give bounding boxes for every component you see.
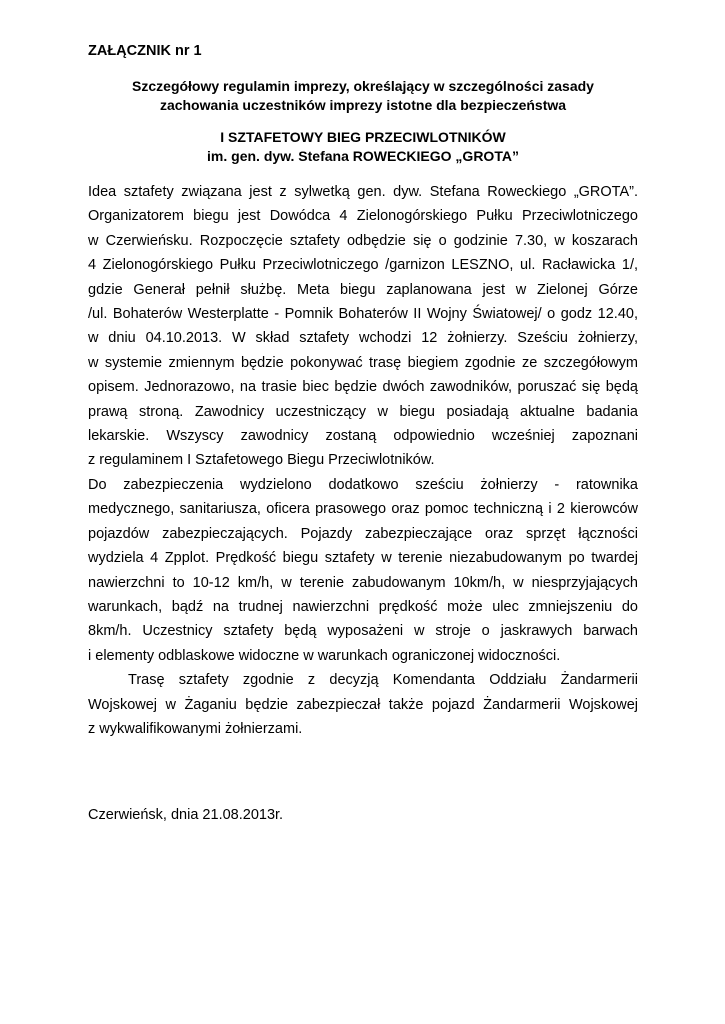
text-line: z wykwalifikowanymi żołnierzami.: [88, 720, 303, 737]
text-line: wydziela 4 Zpplot. Prędkość biegu sztafety w terenie niezabudowanym po twardej: [88, 550, 638, 567]
text-line: 4 Zielonogórskiego Pułku Przeciwlotniczego /garnizon LESZNO, ul. Racławicka 1/,: [88, 257, 638, 274]
regulations-heading-line: zachowania uczestników imprezy istotne dla bezpieczeństwa: [159, 97, 567, 113]
paragraph-military-police: [88, 668, 638, 741]
text-line: /ul. Bohaterów Westerplatte - Pomnik Bohaterów II Wojny Światowej/ o godz 12.40,: [88, 306, 638, 323]
text-line: Organizatorem biegu jest Dowódca 4 Zielonogórskiego Pułku Przeciwlotniczego: [88, 208, 638, 225]
text-line: 8km/h. Uczestnicy sztafety będą wyposażeni w stroje o jaskrawych barwach: [88, 623, 638, 640]
text-line: warunkach, bądź na trudnej nawierzchni prędkość może ulec zmniejszeniu do: [88, 598, 638, 615]
place-and-date: Czerwieńsk, dnia 21.08.2013r.: [88, 807, 284, 823]
text-line: medycznego, sanitariusza, oficera prasowego oraz pomoc techniczną i 2 kierowców: [88, 501, 638, 518]
text-line: pojazdów zabezpieczających. Pojazdy zabezpieczające oraz sprzęt łączności: [88, 525, 638, 542]
text-line: i elementy odblaskowe widoczne w warunkach ograniczonej widoczności.: [88, 647, 561, 664]
regulations-heading: [88, 77, 638, 115]
text-line: Trasę sztafety zgodnie z decyzją Komendanta Oddziału Żandarmerii: [128, 672, 638, 689]
text-line: Do zabezpieczenia wydzielono dodatkowo sześciu żołnierzy - ratownika: [88, 476, 638, 493]
event-heading: [88, 128, 638, 166]
body-text: [88, 180, 638, 741]
text-line: Wojskowej w Żaganiu będzie zabezpieczał także pojazd Żandarmerii Wojskowej: [88, 696, 638, 713]
text-line: w Czerwieńsku. Rozpoczęcie sztafety odbędzie się o godzinie 7.30, w koszarach: [88, 232, 638, 249]
text-line: w dniu 04.10.2013. W skład sztafety wchodzi 12 żołnierzy. Sześciu żołnierzy,: [88, 330, 638, 347]
attachment-label: ZAŁĄCZNIK nr 1: [88, 43, 202, 59]
text-line: opisem. Jednorazowo, na trasie biec będzie dwóch zawodników, poruszać się będą: [88, 379, 638, 396]
paragraph-safety-measures: [88, 473, 638, 668]
text-line: lekarskie. Wszyscy zawodnicy zostaną odpowiednio wcześniej zapoznani: [88, 428, 638, 445]
text-line: Idea sztafety związana jest z sylwetką gen. dyw. Stefana Roweckiego „GROTA”.: [88, 184, 638, 200]
text-line: nawierzchni to 10-12 km/h, w terenie zabudowanym 10km/h, w niesprzyjających: [88, 574, 638, 591]
paragraph-relay-description: [88, 180, 638, 473]
text-line: z regulaminem I Sztafetowego Biegu Przeciwlotników.: [88, 452, 435, 469]
text-line: gdzie Generał pełnił służbę. Meta biegu zaplanowana jest w Zielonej Górze: [88, 281, 638, 298]
regulations-heading-line: Szczegółowy regulamin imprezy, określający w szczególności zasady: [132, 78, 594, 94]
text-line: prawą stroną. Zawodnicy uczestniczący w biegu posiadają aktualne badania: [88, 403, 638, 420]
event-title: I SZTAFETOWY BIEG PRZECIWLOTNIKÓW: [220, 129, 506, 145]
event-patron: im. gen. dyw. Stefana ROWECKIEGO „GROTA”: [207, 148, 519, 164]
text-line: w systemie zmiennym będzie pokonywać trasę biegiem zgodnie ze szczegółowym: [88, 354, 638, 371]
